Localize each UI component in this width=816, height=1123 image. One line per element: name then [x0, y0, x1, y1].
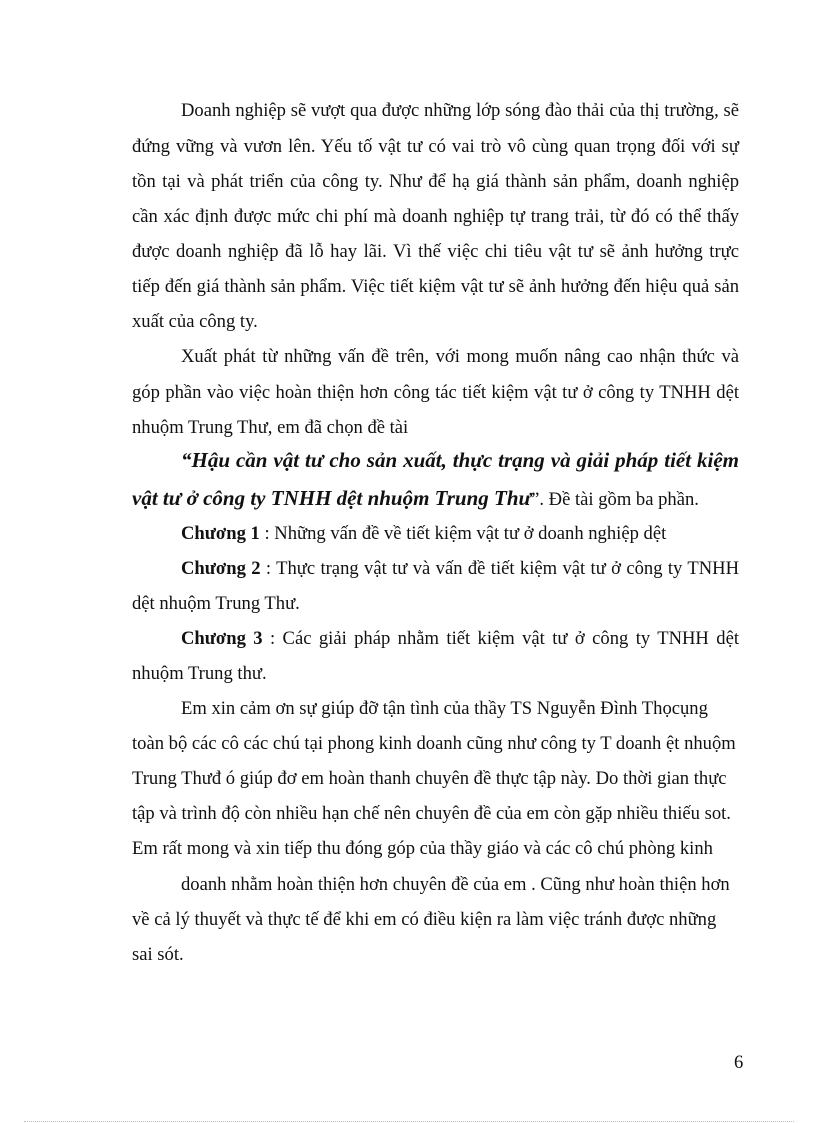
- chapter-text: : Các giải pháp nhằm tiết kiệm vật tư ở công ty TNHH dệt: [262, 628, 739, 649]
- paragraph-line: Xuất phát từ những vấn đề trên, với mong muốn nâng cao nhận thức và: [181, 346, 739, 367]
- thesis-title-line-2: [132, 486, 699, 512]
- thanks-line: Em xin cảm ơn sự giúp đỡ tận tình của thầy TS Nguyễn Đình Thọcụng: [181, 698, 708, 719]
- thanks-line: doanh nhằm hoàn thiện hơn chuyên đề của em . Cũng như hoàn thiện hơn: [181, 874, 730, 895]
- paragraph-line: được doanh nghiệp đã lỗ hay lãi. Vì thế việc chi tiêu vật tư sẽ ảnh hưởng trực: [132, 241, 739, 262]
- chapter-3-continued: nhuộm Trung thư.: [132, 663, 267, 684]
- chapter-label: Chương 1: [181, 523, 260, 544]
- paragraph-line: cần xác định được mức chi phí mà doanh nghiệp tự trang trải, từ đó có thể thấy: [132, 206, 739, 227]
- thanks-line: Trung Thưđ ó giúp đơ em hoàn thanh chuyên đề thực tập này. Do thời gian thực: [132, 768, 727, 789]
- chapter-3: [181, 627, 739, 651]
- chapter-text: : Những vấn đề về tiết kiệm vật tư ở doanh nghiệp dệt: [259, 523, 667, 544]
- page-number: 6: [734, 1052, 744, 1073]
- footer-divider: [24, 1121, 794, 1122]
- paragraph-line: Doanh nghiệp sẽ vượt qua được những lớp sóng đào thải của thị trường, sẽ: [181, 100, 739, 121]
- chapter-label: Chương 2: [181, 558, 261, 579]
- chapter-label: Chương 3: [181, 628, 263, 649]
- thanks-line: toàn bộ các cô các chú tại phong kinh doanh cũng như công ty T doanh ệt nhuộm: [132, 733, 736, 754]
- thesis-title-rest: ”. Đề tài gồm ba phần.: [531, 489, 699, 510]
- chapter-2-continued: dệt nhuộm Trung Thư.: [132, 593, 300, 614]
- thanks-line: sai sót.: [132, 944, 184, 965]
- chapter-text: : Thực trạng vật tư và vấn đề tiết kiệm vật tư ở công ty TNHH: [260, 558, 739, 579]
- paragraph-line: tồn tại và phát triển của công ty. Như để hạ giá thành sản phẩm, doanh nghiệp: [132, 171, 739, 192]
- paragraph-line: xuất của công ty.: [132, 311, 258, 332]
- thanks-line: tập và trình độ còn nhiều hạn chế nên chuyên đề của em còn gặp nhiều thiếu sot.: [132, 803, 731, 824]
- thesis-title-bold: vật tư ở công ty TNHH dệt nhuộm Trung Thư: [132, 486, 532, 510]
- paragraph-line: nhuộm Trung Thư, em đã chọn đề tài: [132, 417, 409, 438]
- thanks-line: Em rất mong và xin tiếp thu đóng góp của thầy giáo và các cô chú phòng kinh: [132, 838, 713, 859]
- paragraph-line: góp phần vào việc hoàn thiện hơn công tác tiết kiệm vật tư ở công ty TNHH dệt: [132, 382, 739, 403]
- paragraph-line: đứng vững và vươn lên. Yếu tố vật tư có vai trò vô cùng quan trọng đối với sự: [132, 136, 739, 157]
- thesis-title-line-1: “Hậu cần vật tư cho sản xuất, thực trạng và giải pháp tiết kiệm: [181, 448, 739, 472]
- paragraph-line: tiếp đến giá thành sản phẩm. Việc tiết kiệm vật tư sẽ ảnh hưởng đến hiệu quả sản: [132, 276, 739, 297]
- chapter-1: [181, 522, 666, 546]
- chapter-2: [181, 557, 739, 581]
- thanks-line: về cả lý thuyết và thực tế để khi em có điều kiện ra làm việc tránh được những: [132, 909, 717, 930]
